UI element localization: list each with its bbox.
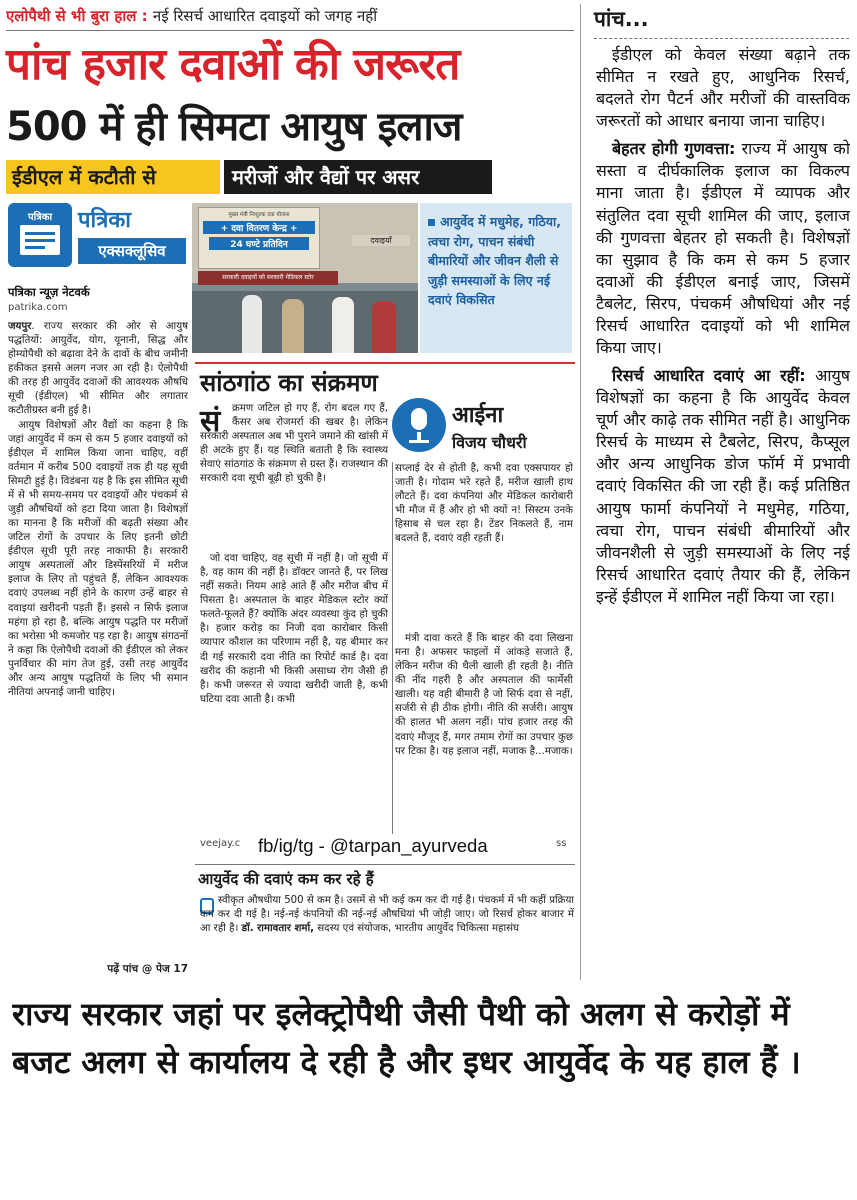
quote-heading: आयुर्वेद की दवाएं कम कर रहे हैं (198, 870, 374, 888)
photo-sign1: मुख्य मंत्री निःशुल्क दवा योजना (228, 212, 290, 218)
quote-author: डॉ. रामावतार शर्मा, (241, 923, 315, 935)
social-watermark: fb/ig/tg - @tarpan_ayurveda (258, 835, 488, 856)
aaina-label: आईना (452, 403, 504, 428)
right-h2: बेहतर होगी गुणवत्ता: (612, 139, 736, 159)
top-strap-rest: नई रिसर्च आधारित दवाइयों को जगह नहीं (152, 7, 378, 25)
column-text-d (395, 632, 573, 832)
quote-org: भारतीय आयुर्वेद चिकित्सा महासंघ (394, 923, 520, 935)
right-p3: आयुष विशेषज्ञों का कहना है कि आयुर्वेद केवल चूर्ण और काढ़े तक सीमित नहीं है। आधुनिक रिसर्च के माध्यम से टैबलेट, सिरप, कैप्सूल और अन्य आधुनिक डोज फॉर्म में प्रभावी दवाएं विकसित की जा रही हैं। कई प्रतिष्ठित आयुष फार्मा कंपनियों ने मधुमेह, गठिया, त्वचा रोग, पाचन संबंधी बीमारियों और जीवनशैली से जुड़ी समस्याओं के लिए नई रिसर्च आधारित दवाएं तैयार की हैं, लेकिन इन्हें ईडीएल में शामिल नहीं किया जा रहा। (596, 366, 850, 606)
veejay-credit: veejay.c (200, 838, 241, 849)
photo-sign5: दवाइयाँ (352, 235, 410, 246)
brand-network: पत्रिका न्यूज़ नेटवर्क (8, 285, 90, 299)
column-text-a-content: क्रमण जटिल हो गए हैं, रोग बदल गए हैं, कैंसर अब रोजमर्रा की खबर है। लेकिन सरकारी अस्पताल अब भी पुराने जमाने की खांसी में ही अटके हुए हैं। यह स्थिति बताती है कि स्वास्थ्य सेवाएं सांठगांठ के संक्रमण से ग्रस्त हैं। राजस्थान की सरकारी दवा सूची बूढ़ी हो चुकी है। (200, 403, 388, 485)
column-text-a (200, 402, 388, 552)
highlight-box (420, 203, 572, 353)
headline-line2: 500 में ही सिमटा आयुष इलाज (6, 104, 462, 150)
square-bullet-icon (428, 219, 435, 226)
top-strap (6, 6, 576, 28)
headline-line1: पांच हजार दवाओं की जरूरत (6, 39, 460, 90)
column-text-d-content: मंत्री दावा करते हैं कि बाहर की दवा लिखना मना है। अफसर फाइलों में आंकड़े सजाते हैं, लेकिन मरीज की थैली खाली ही रहती है। नीति की नींद गहरी है और अस्पताल की फार्मेसी खाली। यह वही बीमारी है जो सिर्फ दवा से नहीं, सर्जरी से ही ठीक होगी। नीति की सर्जरी। आयुष की हालत भी अलग नहीं। पांच हजार तरह की दवाएं मौजूद हैं, मगर तमाम रोगों का उपचार कुछ पर टिका है। यह इलाज नहीं, मजाक है...मजाक। (395, 633, 573, 757)
photo-sign4: सरकारी दवाइयों को सरकारी मेडिकल स्टोर (198, 271, 338, 285)
brand-tag: एक्सक्लूसिव (78, 238, 186, 264)
microphone-icon (392, 398, 446, 452)
col1-continue[interactable]: पढ़ें पांच @ पेज 17 (107, 963, 188, 975)
column-author: विजय चौधरी (452, 433, 527, 452)
brand-logo (8, 203, 72, 267)
bottom-caption: राज्य सरकार जहां पर इलेक्ट्रोपैथी जैसी पैथी को अलग से करोड़ों में बजट अलग से कार्यालय दे रही है और इधर आयुर्वेद के यह हाल हैं । (12, 995, 801, 1081)
col1-dateline: जयपुर (8, 321, 32, 332)
right-body (596, 44, 850, 980)
right-title: पांच... (594, 7, 649, 31)
quote-role: सदस्य एवं संयोजक, (317, 923, 392, 935)
brand-site: patrika.com (8, 302, 68, 313)
column-text-c (395, 462, 573, 632)
col1-para-1: आयुष विशेषज्ञों और वैद्यों का कहना है कि जहां आयुर्वेद में कम से कम 5 हजार दवाइयों को ईडीएल में शामिल किया जाना चाहिए, वहीं वर्तमान में करीब 500 दवाइयों तक ही यह सूची सिमटी हुई है। विडंबना यह है कि इस सीमित सूची में से भी समय-समय पर दवाइयों और पंचकर्म से जुड़ी औषधियों को हटा दिया जाता है। विशेषज्ञों का मानना है कि मरीजों की बढ़ती संख्या और जटिल रोगों के उपचार के लिए इतनी छोटी ईडीएल सूची पूरी तरह नाकाफी है। सरकारी आयुष अस्पतालों और डिस्पेंसरियों में मरीज इलाज के लिए तो पहुंचते हैं, लेकिन आवश्यक दवाएं उपलब्ध नहीं होने के कारण उन्हें बाहर से दवाइयां खरीदनी पड़ती हैं। इससे न सिर्फ इलाज महंगा हो रहा है, बल्कि आयुष पद्धति पर मरीजों का भरोसा भी कमजोर पड़ रहा है। आयुष संगठनों ने कहा कि ऐलोपैथी दवाओं की ईडीएल को लेकर पुनर्विचार की मांग तेज हुई, उसी तरह आयुर्वेद और अन्य आयुष पद्धतियों के लिए भी समान नीतियां अपनाई जानी चाहिए। (8, 419, 188, 699)
right-h3: रिसर्च आधारित दवाएं आ रहीं: (612, 366, 806, 386)
column-text-c-content: सप्लाई देर से होती है, कभी दवा एक्सपायर हो जाती है। गोदाम भरे रहते हैं, मरीज खाली हाथ लौटते हैं। दवा कंपनियां और मेडिकल कारोबारी भी मौज में हैं और हो भी क्यों न! सिस्टम उनके हिसाब से चल रहा है। टेंडर निकलते हैं, नाम बदलते हैं, दवाएं वही रहती हैं। (395, 463, 573, 545)
highlight-text: आयुर्वेद में मधुमेह, गठिया, त्वचा रोग, पाचन संबंधी बीमारियों और जीवन शैली से जुड़ी समस्याओं के लिए नई दवाएं विकसित (428, 214, 562, 307)
col1-body (8, 320, 188, 960)
brand-name: पत्रिका (78, 208, 131, 233)
column-text-b (200, 552, 388, 837)
quote-body (200, 894, 574, 972)
right-p1: ईडीएल को केवल संख्या बढ़ाने तक सीमित न रखते हुए, आधुनिक रिसर्च, बदलते रोग पैटर्न और मरीजों की वास्तविक जरूरतों को आधार बनाया जाना चाहिए। (596, 45, 850, 131)
photo-sign2: + दवा वितरण केन्द्र + (203, 221, 315, 234)
col1-para-0: . राज्य सरकार की ओर से आयुष पद्धतियों: आयुर्वेद, योग, यूनानी, सिद्ध और होम्योपैथी को बढ़ावा देने के दावों के बीच जमीनी हकीकत इससे अलग नजर आ रही है। ऐलोपैथी की तरह ही आयुर्वेद दवाओं की आवश्यक औषधि सूची (ईडीएल) भी सीमित और लगातार कटौतीग्रस्त बनी हुई है। (8, 321, 188, 417)
subbar-dark: मरीजों और वैद्यों पर असर (224, 160, 492, 194)
brand-logo-text: पत्रिका (27, 212, 53, 223)
subbar-yellow: ईडीएल में कटौती से (6, 160, 220, 194)
news-photo (192, 203, 418, 353)
column-text-b-content: जो दवा चाहिए, वह सूची में नहीं है। जो सूची में है, वह काम की नहीं है। डॉक्टर जानते हैं, पर लिख नहीं सकते। नियम आड़े आते हैं और मरीज बीच में पिसता है। अस्पताल के बाहर मेडिकल स्टोर क्यों फलते-फूलते हैं? क्योंकि अंदर व्यवस्था कुंद हो चुकी है। हजार करोड़ का निजी दवा कारोबार किसी व्यापार कौशल का परिणाम नहीं है, यह बीमार कर दी गई सरकारी दवा नीति का रिपोर्ट कार्ड है। दवा खरीद की कहानी भी किसी असाध्य रोग जैसी ही है। कभी जरूरत से ज्यादा खरीदी जाती है, कभी घटिया दवा आती है। कभी (200, 553, 388, 705)
column-dropcap: सं (200, 404, 221, 439)
ss-fragment: ss (556, 838, 567, 849)
right-p2: राज्य में आयुष को सस्ता व दीर्घकालिक इलाज का विकल्प माना जाता है। ईडीएल में व्यापक और संतुलित दवा सूची शामिल की जाए, इलाज की गुणवत्ता बेहतर हो सकती है। विशेषज्ञों का सुझाव है कि कम से कम 5 हजार दवाओं की ईडीएल बनाई जाए, जिसमें टैबलेट, सिरप, पंचकर्म औषधियां और नई रिसर्च आधारित दवाइयों को भी शामिल किया जाए। (596, 139, 850, 358)
photo-sign3: 24 घण्टे प्रतिदिन (209, 237, 309, 250)
quote-text: स्वीकृत औषधीया 500 से कम है। उसमें से भी कई कम कर दी गई है। पंचकर्म में भी कहीं प्रक्रिया कम कर दी गई है। नई-नई कंपनियों की नई-नई औषधियां भी जोड़ी जाए। जो रिसर्च होकर बाजार में आ रही है। (200, 895, 574, 935)
top-strap-lead: एलोपैथी से भी बुरा हाल : (6, 7, 148, 25)
column-title: सांठगांठ का संक्रमण (200, 369, 378, 397)
